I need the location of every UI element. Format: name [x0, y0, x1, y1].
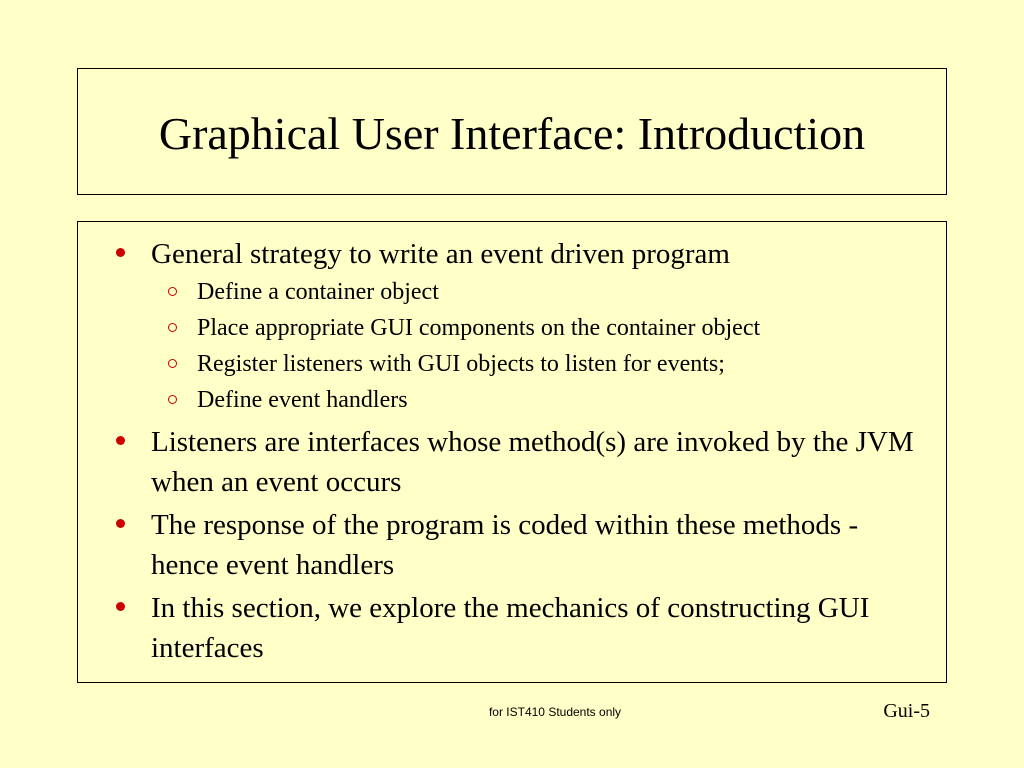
hollow-circle-icon — [168, 323, 177, 332]
bullet-item — [78, 588, 932, 668]
title-box — [77, 68, 947, 195]
bullet-text: In this section, we explore the mechanics of constructing GUI interfaces — [151, 592, 870, 664]
bullet-text: The response of the program is coded within these methods - hence event handlers — [151, 509, 859, 581]
hollow-circle-icon — [168, 287, 177, 296]
bullet-dot-icon — [116, 602, 125, 611]
page-number: Gui-5 — [883, 700, 930, 722]
hollow-circle-icon — [168, 395, 177, 404]
bullet-list — [78, 234, 932, 668]
sub-bullet-text: Define event handlers — [197, 387, 408, 413]
bullet-dot-icon — [116, 436, 125, 445]
bullet-item — [78, 422, 932, 502]
footer-note: for IST410 Students only — [488, 705, 622, 719]
sub-bullet-item — [151, 382, 932, 418]
bullet-item — [78, 234, 932, 418]
sub-bullet-text: Place appropriate GUI components on the container object — [197, 315, 761, 341]
sub-bullet-text: Define a container object — [197, 279, 439, 305]
bullet-dot-icon — [116, 248, 125, 257]
slide-title: Graphical User Interface: Introduction — [158, 107, 866, 159]
bullet-item — [78, 505, 932, 585]
sub-bullet-item — [151, 310, 932, 346]
sub-bullet-item — [151, 346, 932, 382]
bullet-text: Listeners are interfaces whose method(s) are invoked by the JVM when an event occurs — [151, 426, 914, 498]
sub-bullet-text: Register listeners with GUI objects to listen for events; — [197, 351, 725, 377]
sub-bullet-list — [151, 274, 932, 418]
content-box — [77, 221, 947, 683]
bullet-text: General strategy to write an event driven program — [151, 238, 730, 270]
bullet-dot-icon — [116, 519, 125, 528]
sub-bullet-item — [151, 274, 932, 310]
hollow-circle-icon — [168, 359, 177, 368]
